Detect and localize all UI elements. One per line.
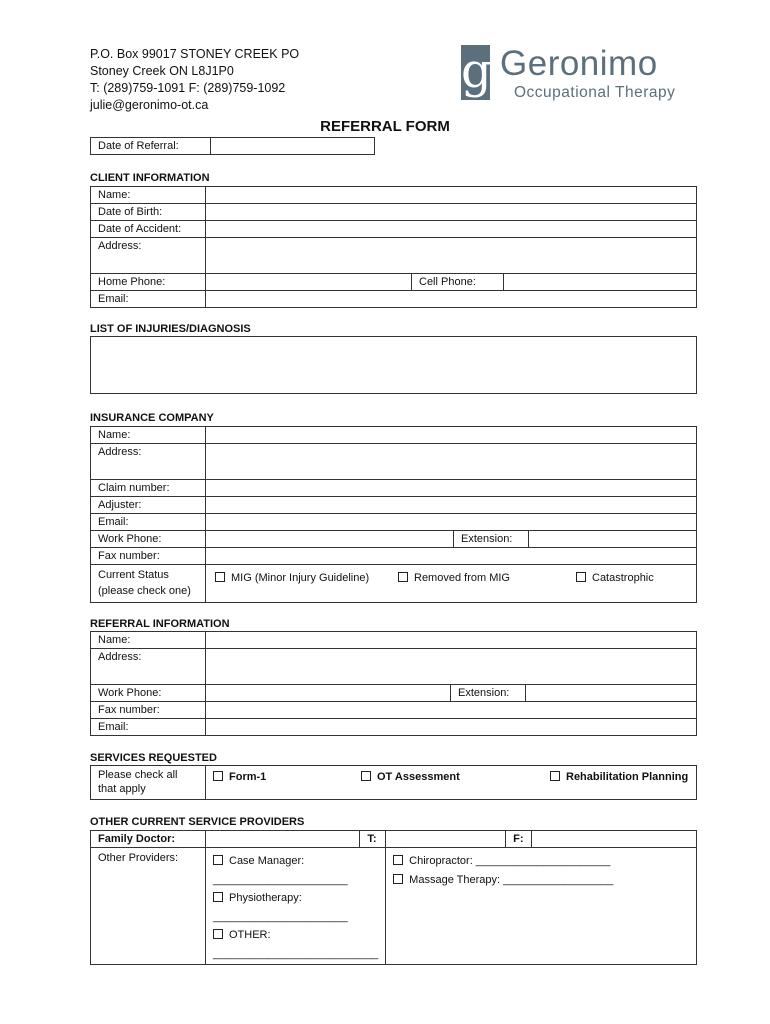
checkbox-icon xyxy=(213,892,223,902)
referral-extension-label: Extension: xyxy=(451,685,526,702)
client-cell-phone-label: Cell Phone: xyxy=(412,274,504,291)
checkbox-icon xyxy=(576,572,586,582)
services-check-all: Please check all xyxy=(98,769,178,781)
insurance-name-label: Name: xyxy=(91,427,206,444)
service-ot-assessment[interactable] xyxy=(361,770,460,784)
injuries-field[interactable] xyxy=(90,336,697,394)
service-form1[interactable] xyxy=(213,770,266,784)
client-dob-label: Date of Birth: xyxy=(91,204,206,221)
address-line: T: (289)759-1091 F: (289)759-1092 xyxy=(90,81,286,95)
other-providers-label: Other Providers: xyxy=(91,848,206,965)
service-rehab-label: Rehabilitation Planning xyxy=(566,771,689,783)
status-option-removed[interactable] xyxy=(398,571,510,585)
referral-email-field[interactable] xyxy=(206,719,697,736)
services-options xyxy=(206,766,697,800)
referral-table xyxy=(90,631,697,736)
massage-therapy-label: Massage Therapy: __________________ xyxy=(409,873,614,886)
insurance-extension-label: Extension: xyxy=(454,531,529,548)
referral-heading: REFERRAL INFORMATION xyxy=(90,618,230,630)
physiotherapy-option[interactable] xyxy=(213,889,378,926)
insurance-email-field[interactable] xyxy=(206,514,697,531)
services-instructions xyxy=(91,766,206,800)
injuries-heading: LIST OF INJURIES/DIAGNOSIS xyxy=(90,323,251,335)
referral-work-phone-label: Work Phone: xyxy=(91,685,206,702)
insurance-address-field[interactable] xyxy=(206,444,697,480)
referral-name-label: Name: xyxy=(91,632,206,649)
current-status-label xyxy=(91,565,206,603)
checkbox-icon xyxy=(213,771,223,781)
family-doctor-f-label: F: xyxy=(506,831,532,848)
chiropractor-option[interactable] xyxy=(393,852,689,871)
client-name-field[interactable] xyxy=(206,187,697,204)
insurance-work-phone-field[interactable] xyxy=(206,531,454,548)
providers-table xyxy=(90,830,697,965)
logo-tagline: Occupational Therapy xyxy=(514,84,676,101)
address-line: P.O. Box 99017 STONEY CREEK PO xyxy=(90,47,300,61)
insurance-fax-field[interactable] xyxy=(206,548,697,565)
services-table xyxy=(90,765,697,800)
insurance-name-field[interactable] xyxy=(206,427,697,444)
case-manager-label: Case Manager: ______________________ xyxy=(213,855,348,886)
family-doctor-label: Family Doctor: xyxy=(91,831,206,848)
insurance-work-phone-label: Work Phone: xyxy=(91,531,206,548)
status-option-removed-label: Removed from MIG xyxy=(414,572,510,584)
checkbox-icon xyxy=(213,929,223,939)
physiotherapy-label: Physiotherapy: ______________________ xyxy=(213,892,348,923)
claim-number-field[interactable] xyxy=(206,480,697,497)
insurance-address-label: Address: xyxy=(91,444,206,480)
client-heading: CLIENT INFORMATION xyxy=(90,172,210,184)
client-table xyxy=(90,186,697,308)
client-email-field[interactable] xyxy=(206,291,697,308)
date-of-referral-label: Date of Referral: xyxy=(91,138,211,155)
client-doa-label: Date of Accident: xyxy=(91,221,206,238)
status-option-mig[interactable] xyxy=(215,571,369,585)
date-of-referral-table xyxy=(90,137,375,155)
status-option-mig-label: MIG (Minor Injury Guideline) xyxy=(231,572,370,584)
services-that-apply: that apply xyxy=(98,783,146,795)
case-manager-option[interactable] xyxy=(213,852,378,889)
status-option-catastrophic-label: Catastrophic xyxy=(592,572,654,584)
family-doctor-field[interactable] xyxy=(206,831,360,848)
service-ot-label: OT Assessment xyxy=(377,771,460,783)
family-doctor-t-label: T: xyxy=(360,831,386,848)
client-name-label: Name: xyxy=(91,187,206,204)
current-status-text: Current Status xyxy=(98,569,169,581)
chiropractor-label: Chiropractor: ______________________ xyxy=(409,855,611,867)
family-doctor-t-field[interactable] xyxy=(386,831,506,848)
service-form1-label: Form-1 xyxy=(229,771,267,783)
referral-extension-field[interactable] xyxy=(526,685,697,702)
referral-address-label: Address: xyxy=(91,649,206,685)
logo-name: Geronimo xyxy=(500,44,658,83)
checkbox-icon xyxy=(361,771,371,781)
services-heading: SERVICES REQUESTED xyxy=(90,752,217,764)
referral-address-field[interactable] xyxy=(206,649,697,685)
address-block xyxy=(90,46,299,114)
address-line: Stoney Creek ON L8J1P0 xyxy=(90,64,234,78)
adjuster-label: Adjuster: xyxy=(91,497,206,514)
logo-icon: g xyxy=(461,43,492,99)
checkbox-icon xyxy=(393,855,403,865)
client-doa-field[interactable] xyxy=(206,221,697,238)
client-address-label: Address: xyxy=(91,238,206,274)
other-provider-option[interactable] xyxy=(213,926,378,963)
checkbox-icon xyxy=(393,874,403,884)
referral-work-phone-field[interactable] xyxy=(206,685,451,702)
other-providers-right xyxy=(386,848,697,965)
client-cell-phone-field[interactable] xyxy=(504,274,697,291)
current-status-options xyxy=(206,565,697,603)
client-home-phone-label: Home Phone: xyxy=(91,274,206,291)
insurance-heading: INSURANCE COMPANY xyxy=(90,412,214,424)
referral-email-label: Email: xyxy=(91,719,206,736)
providers-heading: OTHER CURRENT SERVICE PROVIDERS xyxy=(90,816,305,828)
date-of-referral-field[interactable] xyxy=(211,138,375,155)
client-dob-field[interactable] xyxy=(206,204,697,221)
checkbox-icon xyxy=(398,572,408,582)
adjuster-field[interactable] xyxy=(206,497,697,514)
client-address-field[interactable] xyxy=(206,238,697,274)
client-home-phone-field[interactable] xyxy=(206,274,412,291)
insurance-email-label: Email: xyxy=(91,514,206,531)
status-option-catastrophic[interactable] xyxy=(576,571,654,585)
checkbox-icon xyxy=(213,855,223,865)
client-email-label: Email: xyxy=(91,291,206,308)
other-provider-label: OTHER: ___________________________ xyxy=(213,929,379,960)
claim-number-label: Claim number: xyxy=(91,480,206,497)
address-line: julie@geronimo-ot.ca xyxy=(90,98,209,112)
insurance-fax-label: Fax number: xyxy=(91,548,206,565)
referral-name-field[interactable] xyxy=(206,632,697,649)
insurance-table xyxy=(90,426,697,603)
referral-fax-field[interactable] xyxy=(206,702,697,719)
checkbox-icon xyxy=(550,771,560,781)
insurance-extension-field[interactable] xyxy=(529,531,697,548)
referral-fax-label: Fax number: xyxy=(91,702,206,719)
other-providers-left xyxy=(206,848,386,965)
checkbox-icon xyxy=(215,572,225,582)
massage-therapy-option[interactable] xyxy=(393,871,689,890)
current-status-note: (please check one) xyxy=(98,585,191,597)
family-doctor-f-field[interactable] xyxy=(532,831,697,848)
service-rehab-planning[interactable] xyxy=(550,770,688,784)
page-title: REFERRAL FORM xyxy=(320,118,450,135)
